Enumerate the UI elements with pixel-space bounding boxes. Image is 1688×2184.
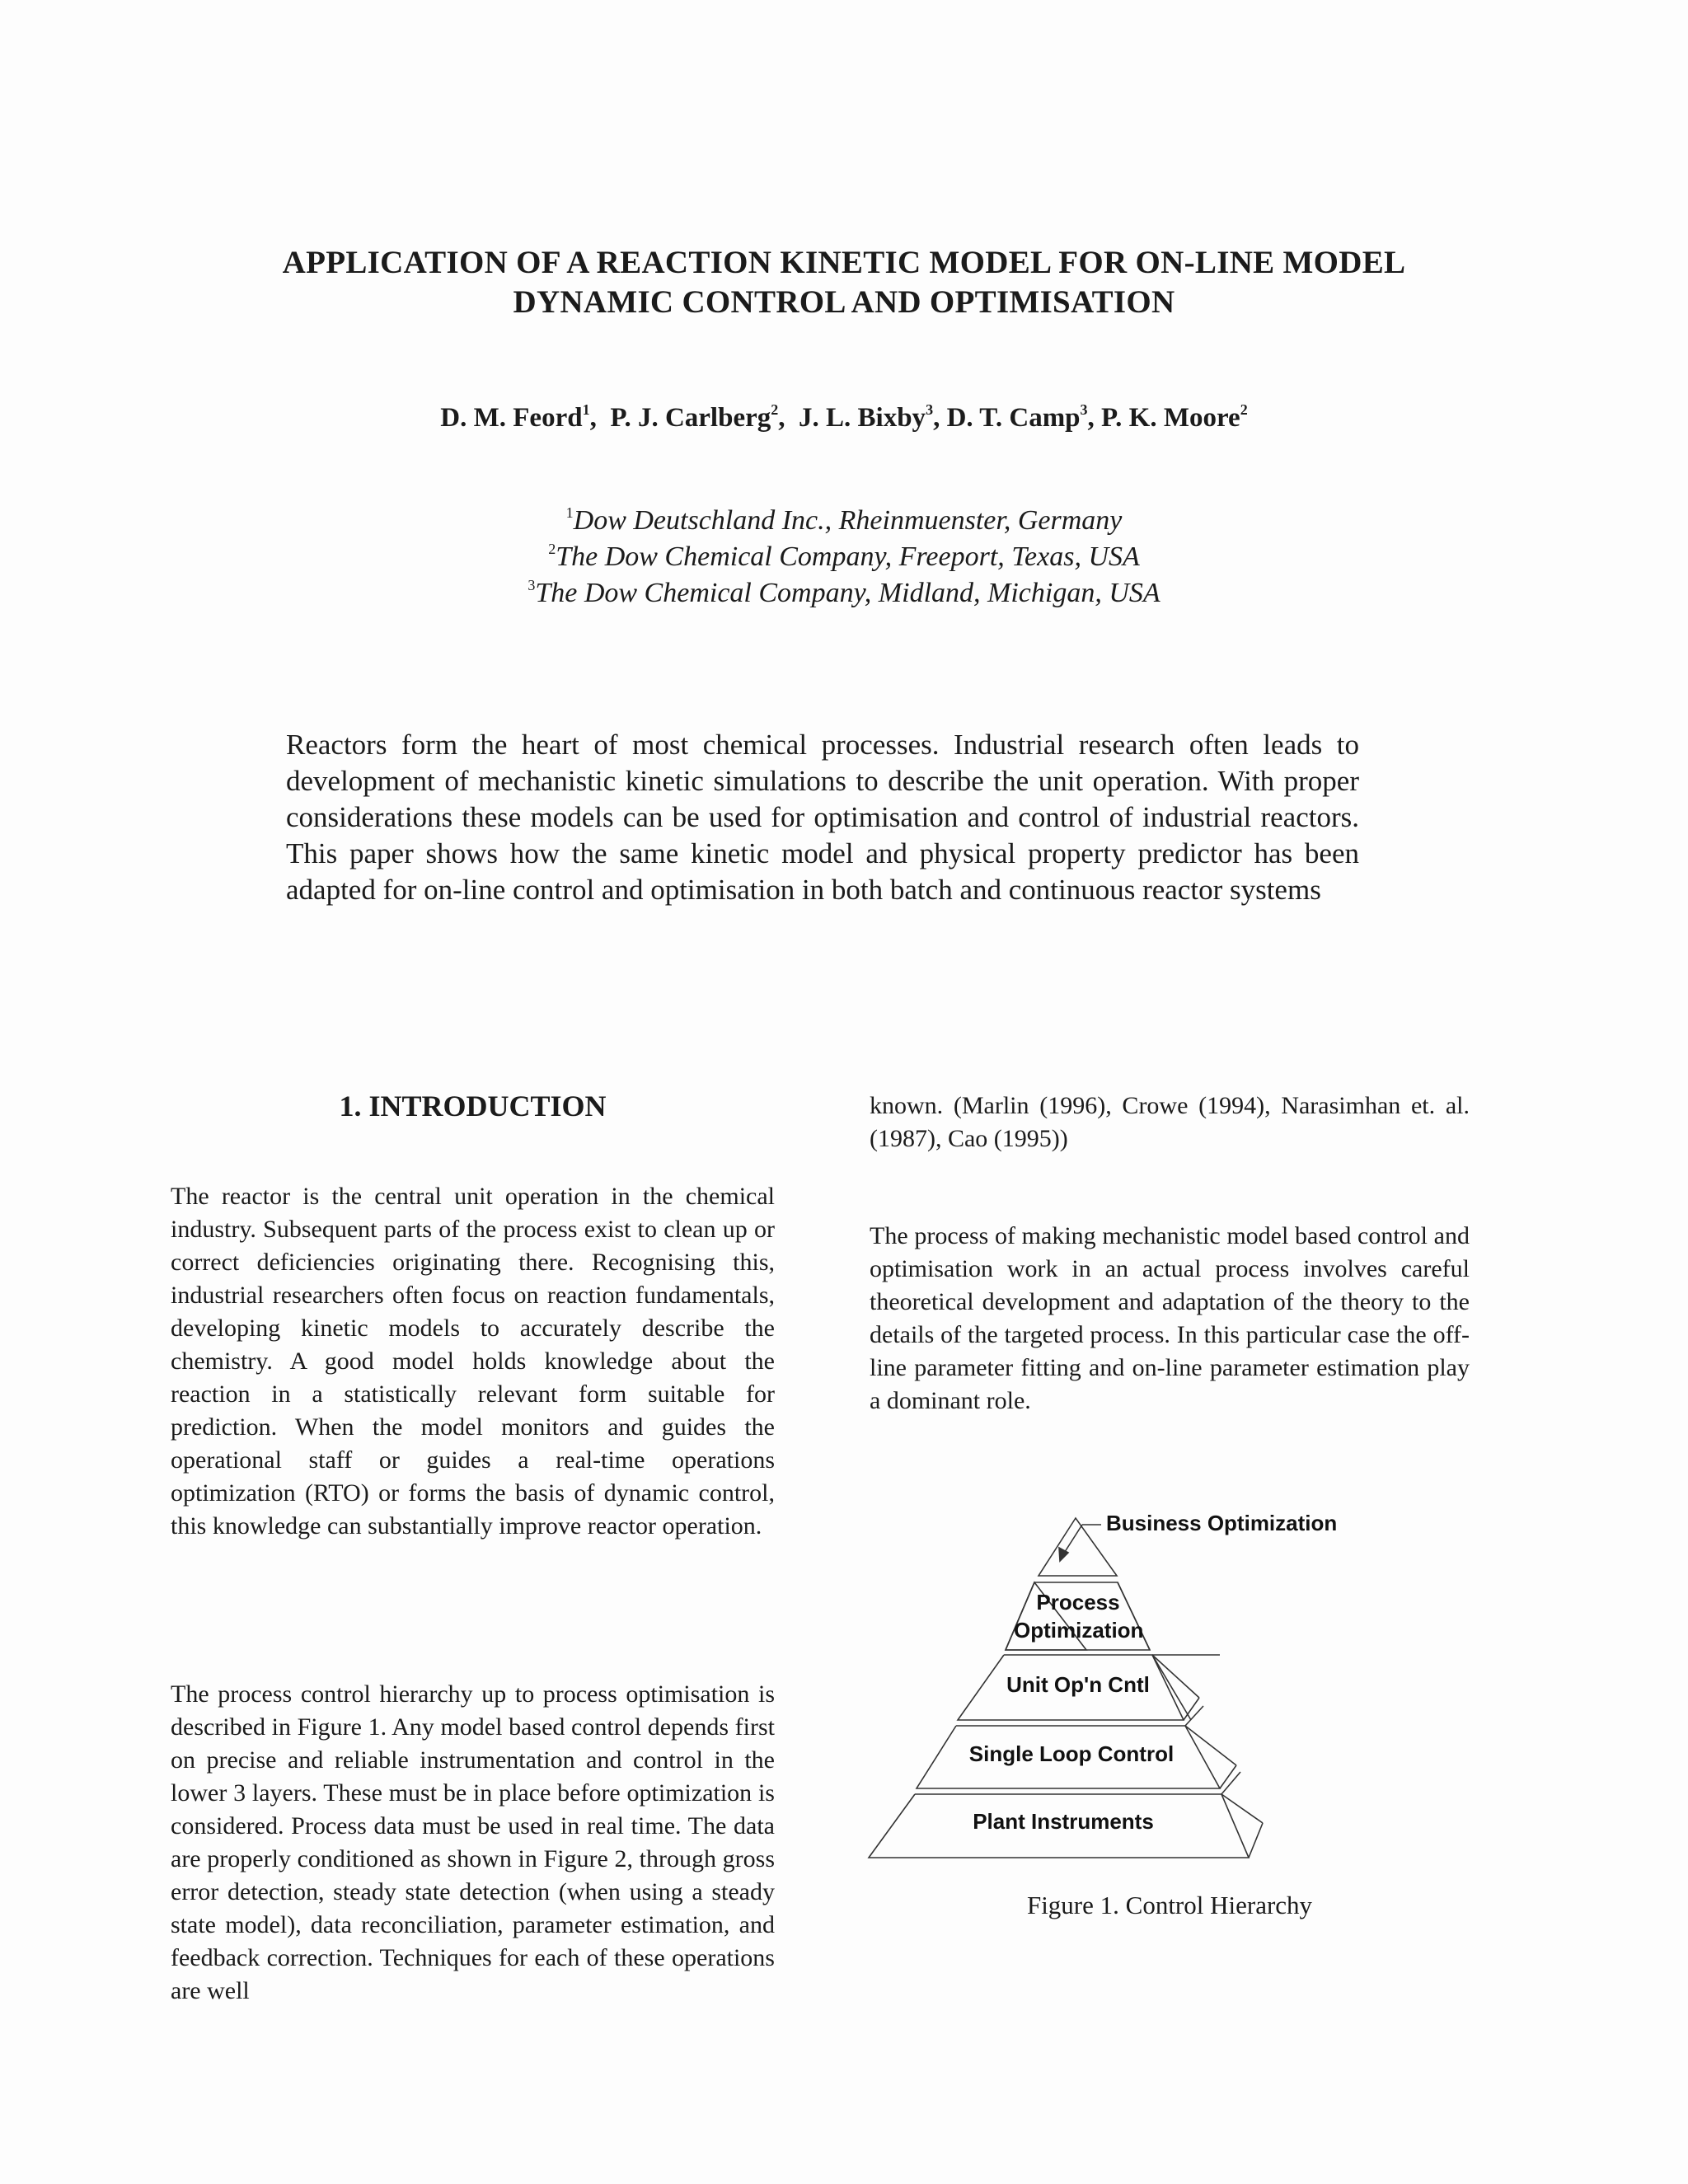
paragraph: The reactor is the central unit operation in the chemical industry. Subsequent parts of the process exist to clean up or correct deficiencies originating there. Recognising this, industrial researchers often focus on reaction fundamentals, developing kinetic models to accurately describe the chemistry. A good model holds knowledge about the reaction in a statistically relevant form suitable for prediction. When the model monitors and guides the operational staff or guides a real-time operations optimization (RTO) or forms the basis of dynamic control, this knowledge can substantially improve reactor operation. <box>171 1183 775 1540</box>
abstract: Reactors form the heart of most chemical processes. Industrial research often leads to development of mechanistic kinetic simulations to describe the unit operation. With proper considerations these models can be used for optimisation and control of industrial reactors. This paper shows how the same kinetic model and physical property predictor has been adapted for on-line control and optimisation in both batch and continuous reactor systems <box>286 729 1359 906</box>
affiliation-mark: 3 <box>528 577 536 593</box>
author-affil-mark: 1 <box>582 401 590 418</box>
figure-control-hierarchy <box>865 1510 1393 1872</box>
left-column-paragraph-1 <box>171 1180 775 1543</box>
paragraph: known. (Marlin (1996), Crowe (1994), Narasimhan et. al. (1987), Cao (1995)) <box>870 1092 1470 1152</box>
affiliation <box>0 539 1688 575</box>
label-single-loop-control: Single Loop Control <box>968 1741 1175 1766</box>
author: D. M. Feord <box>440 403 583 433</box>
affiliation-text: Dow Deutschland Inc., Rheinmuenster, Germany <box>573 505 1123 536</box>
author: P. J. Carlberg <box>610 403 771 433</box>
author: J. L. Bixby <box>799 403 926 433</box>
author-affil-mark: 2 <box>1240 401 1248 418</box>
author-separator: , <box>933 403 947 433</box>
title-line-1: APPLICATION OF A REACTION KINETIC MODEL FOR ON-LINE MODEL <box>282 245 1406 280</box>
author-separator: , <box>1087 403 1102 433</box>
affiliation-mark: 1 <box>565 504 574 521</box>
section-heading-introduction: 1. INTRODUCTION <box>339 1090 607 1122</box>
affiliation <box>0 503 1688 539</box>
author-affil-mark: 3 <box>926 401 934 418</box>
figure-caption: Figure 1. Control Hierarchy <box>1026 1891 1313 1919</box>
author-separator: , <box>778 403 799 433</box>
affiliations <box>0 503 1688 612</box>
label-plant-instruments: Plant Instruments <box>973 1809 1154 1834</box>
pyramid-apex-business <box>1039 1518 1117 1576</box>
author-separator: , <box>589 403 611 433</box>
affiliation <box>0 575 1688 612</box>
affiliation-text: The Dow Chemical Company, Midland, Michigan, USA <box>535 578 1160 608</box>
affiliation-text: The Dow Chemical Company, Freeport, Texas, USA <box>556 541 1140 572</box>
paper-title <box>0 243 1688 322</box>
right-column-paragraph-2 <box>870 1220 1470 1418</box>
label-process-optimization-line1: Process <box>1036 1590 1120 1615</box>
author: D. T. Camp <box>946 403 1081 433</box>
left-column-paragraph-2 <box>171 1678 775 2008</box>
label-business-optimization: Business Optimization <box>1106 1511 1338 1535</box>
paragraph: The process of making mechanistic model based control and optimisation work in an actual process involves careful theoretical development and adaptation of the theory to the details of the targeted process. In this particular case the off-line parameter fitting and on-line parameter estimation play a dominant role. <box>870 1222 1470 1414</box>
right-column-paragraph-1 <box>870 1090 1470 1155</box>
label-process-optimization-line2: Optimization <box>1014 1618 1144 1643</box>
author-list <box>0 401 1688 434</box>
paragraph: The process control hierarchy up to process optimisation is described in Figure 1. Any model based control depends first on precise and reliable instrumentation and control in the lower 3 layers. These must be in place before optimization is considered. Process data must be used in real time. The data are properly conditioned as shown in Figure 2, through gross error detection, steady state detection (when using a steady state model), data reconciliation, parameter estimation, and feedback correction. Techniques for each of these operations are well <box>171 1680 775 2004</box>
title-line-2: DYNAMIC CONTROL AND OPTIMISATION <box>513 284 1175 320</box>
label-unit-op-control: Unit Op'n Cntl <box>1006 1672 1150 1697</box>
author: P. K. Moore <box>1101 403 1240 433</box>
author-affil-mark: 2 <box>771 401 779 418</box>
affiliation-mark: 2 <box>548 541 556 557</box>
author-affil-mark: 3 <box>1080 401 1088 418</box>
